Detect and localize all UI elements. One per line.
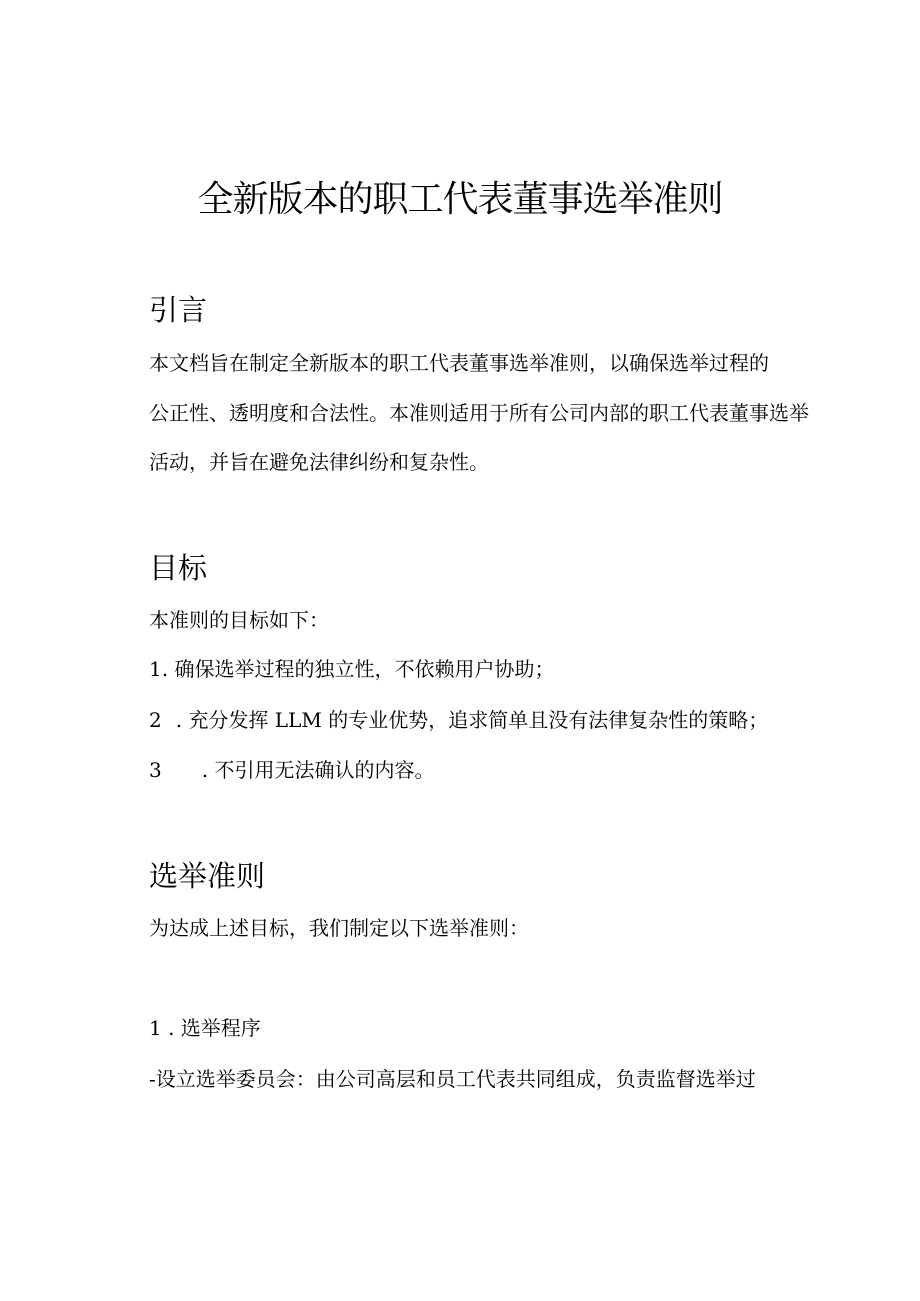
goals-item-3 <box>149 755 434 785</box>
document-title: 全新版本的职工代表董事选举准则 <box>197 179 723 220</box>
intro-line-2: 公正性、透明度和合法性。本准则适用于所有公司内部的职工代表董事选举 <box>149 401 809 425</box>
rules-lead: 为达成上述目标，我们制定以下选举准则： <box>149 916 529 940</box>
goals-item-3-number: 3 <box>149 758 162 782</box>
goals-item-3-text: . 不引用无法确认的内容。 <box>201 758 435 782</box>
goals-item-2-number: 2 <box>149 708 162 732</box>
goals-lead: 本准则的目标如下： <box>149 608 329 632</box>
rules-subheading-1: 1 . 选举程序 <box>149 1016 261 1040</box>
section-heading-rules: 选举准则 <box>149 859 266 893</box>
goals-item-2 <box>149 705 768 735</box>
goals-item-1: 1. 确保选举过程的独立性，不依赖用户协助； <box>149 657 555 681</box>
intro-line-1: 本文档旨在制定全新版本的职工代表董事选举准则，以确保选举过程的 <box>149 351 769 375</box>
section-heading-goals: 目标 <box>149 551 208 585</box>
rules-bullet-1: -设立选举委员会：由公司高层和员工代表共同组成，负责监督选举过 <box>149 1067 756 1091</box>
section-heading-intro: 引言 <box>149 293 208 327</box>
goals-item-2-text: . 充分发挥 LLM 的专业优势，追求简单且没有法律复杂性的策略； <box>175 708 769 732</box>
intro-line-3: 活动，并旨在避免法律纠纷和复杂性。 <box>149 450 489 474</box>
